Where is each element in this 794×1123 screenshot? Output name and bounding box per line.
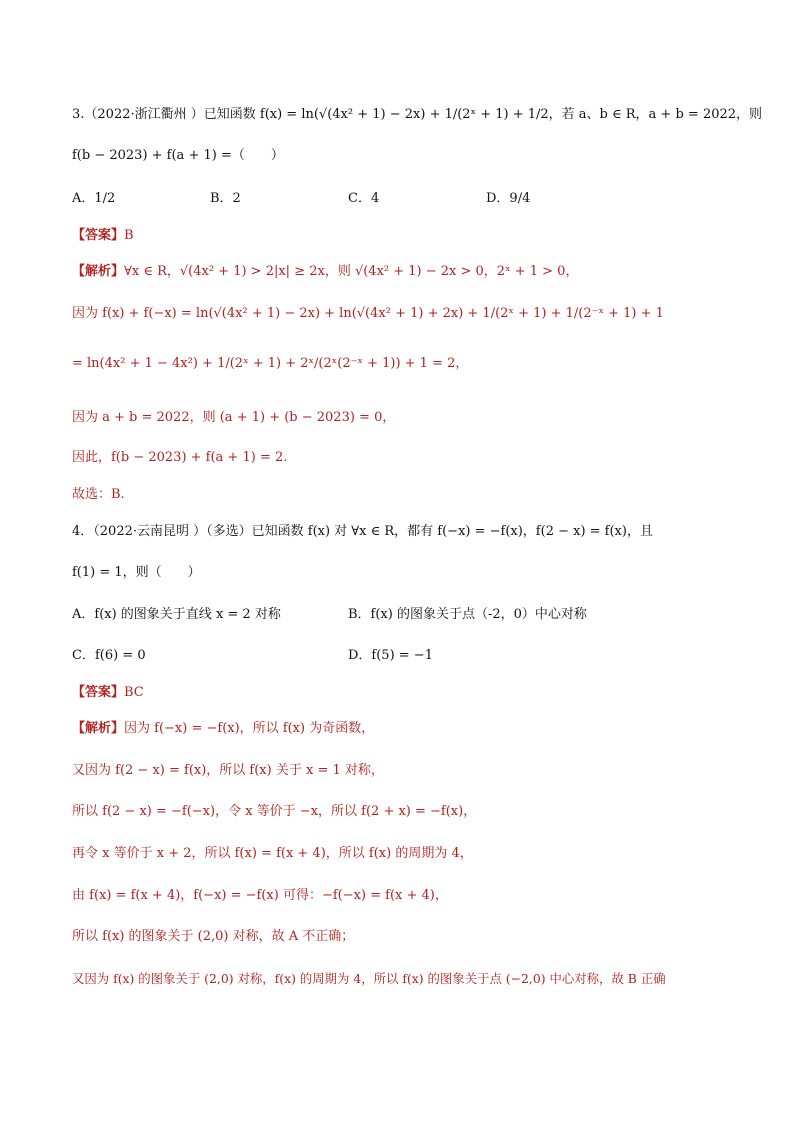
q3-answer-line bbox=[72, 226, 134, 246]
q3-answer-label: 【答案】 bbox=[72, 228, 125, 243]
q3-analysis-label: 【解析】 bbox=[72, 264, 125, 279]
q3-header: 3.（2022·浙江衢州 ）已知函数 f(x) = ln(√(4x² + 1) − 2x) + 1/(2ˣ + 1) + 1/2，若 a、b ∈ R，a + b = 2022，则 bbox=[72, 107, 763, 122]
q3-analysis-line-6: 故选：B. bbox=[72, 487, 125, 502]
q3-answer-value: B bbox=[124, 228, 134, 243]
q4-answer-label: 【答案】 bbox=[72, 685, 125, 700]
q3-stem: f(b − 2023) + f(a + 1) =（ ） bbox=[72, 148, 284, 163]
q4-analysis-line-6: 所以 f(x) 的图象关于 (2,0) 对称，故 A 不正确； bbox=[72, 929, 355, 944]
q4-analysis-line-4: 再令 x 等价于 x + 2，所以 f(x) = f(x + 4)，所以 f(x) 的周期为 4， bbox=[72, 846, 473, 861]
q3-analysis-text-1: ∀x ∈ R，√(4x² + 1) > 2|x| ≥ 2x，则 √(4x² + 1) − 2x > 0，2ˣ + 1 > 0， bbox=[124, 264, 579, 279]
q4-analysis-label: 【解析】 bbox=[72, 721, 125, 736]
q3-analysis-line-3: = ln(4x² + 1 − 4x²) + 1/(2ˣ + 1) + 2ˣ/(2ˣ(2⁻ˣ + 1)) + 1 = 2， bbox=[72, 356, 469, 371]
q4-analysis-line-1 bbox=[72, 719, 374, 739]
q4-option-c: C．f(6) = 0 bbox=[72, 648, 146, 663]
q4-analysis-line-5: 由 f(x) = f(x + 4)，f(−x) = −f(x) 可得：−f(−x) = f(x + 4)， bbox=[72, 888, 448, 903]
q3-analysis-line-4: 因为 a + b = 2022，则 (a + 1) + (b − 2023) = 0， bbox=[72, 410, 396, 425]
q3-analysis-line-1 bbox=[72, 262, 578, 282]
q4-analysis-line-7: 又因为 f(x) 的图象关于 (2,0) 对称，f(x) 的周期为 4，所以 f(x) 的图象关于点 (−2,0) 中心对称，故 B 正确 bbox=[72, 971, 666, 986]
q4-analysis-line-3: 所以 f(2 − x) = −f(−x)，令 x 等价于 −x，所以 f(2 + x) = −f(x)， bbox=[72, 804, 477, 819]
q3-option-d: D．9/4 bbox=[486, 191, 531, 206]
q3-analysis-line-5: 因此，f(b − 2023) + f(a + 1) = 2. bbox=[72, 450, 288, 465]
q3-analysis-line-2: 因为 f(x) + f(−x) = ln(√(4x² + 1) − 2x) + ln(√(4x² + 1) + 2x) + 1/(2ˣ + 1) + 1/(2⁻ˣ + 1) + 1 bbox=[72, 306, 664, 321]
q4-analysis-line-2: 又因为 f(2 − x) = f(x)，所以 f(x) 关于 x = 1 对称， bbox=[72, 763, 384, 778]
q4-answer-value: BC bbox=[124, 685, 144, 700]
q4-option-a: A．f(x) 的图象关于直线 x = 2 对称 bbox=[72, 607, 281, 622]
q4-analysis-text-1: 因为 f(−x) = −f(x)，所以 f(x) 为奇函数， bbox=[124, 721, 375, 736]
q4-answer-line bbox=[72, 683, 144, 703]
q4-stem: f(1) = 1，则（ ） bbox=[72, 565, 201, 580]
q3-option-a: A．1/2 bbox=[72, 191, 116, 206]
q4-header: 4．（2022·云南昆明 ）（多选）已知函数 f(x) 对 ∀x ∈ R，都有 f(−x) = −f(x)，f(2 − x) = f(x)，且 bbox=[72, 524, 653, 539]
q4-option-d: D．f(5) = −1 bbox=[348, 648, 433, 663]
q3-option-c: C．4 bbox=[348, 191, 380, 206]
q3-option-b: B．2 bbox=[210, 191, 241, 206]
q4-option-b: B．f(x) 的图象关于点（-2，0）中心对称 bbox=[348, 607, 587, 622]
